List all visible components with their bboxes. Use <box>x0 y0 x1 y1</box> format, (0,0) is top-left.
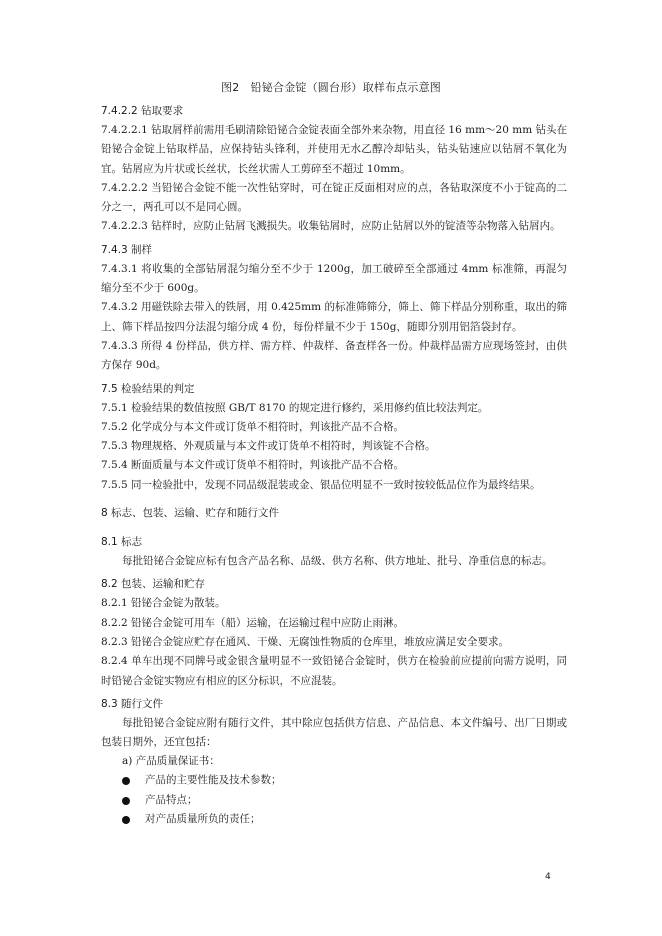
paragraph-8-2-2: 8.2.2 铅铋合金锭可用车（船）运输，在运输过程中应防止雨淋。 <box>101 616 405 629</box>
bullet-icon <box>122 777 130 785</box>
paragraph-7-4-2-2-1: 7.4.2.2.1 钻取屑样前需用毛刷清除铅铋合金锭表面全部外来杂物，用直径 16 mm～20 mm 钻头在铅铋合金锭上钻取样品，应保持钻头锋利，并使用无水乙醇冷却钻头，钻头钻速应以钻屑不氧化为宜。钻屑应为片状或长丝状，长丝状需人工剪碎至不超过 10mm。 <box>101 124 567 175</box>
bullet-text: 产品的主要性能及技术参数； <box>145 774 282 787</box>
bullet-icon <box>122 816 130 824</box>
list-item-a: a) 产品质量保证书： <box>122 755 220 768</box>
bullet-item <box>101 810 567 830</box>
paragraph-7-4-2-2-2: 7.4.2.2.2 当铅铋合金锭不能一次性钻穿时，可在锭正反面相对应的点，各钻取深度不小于锭高的二分之一，两孔可以不是同心圆。 <box>101 181 567 214</box>
paragraph-8-2-3: 8.2.3 铅铋合金锭应贮存在通风、干燥、无腐蚀性物质的仓库里，堆放应满足安全要求。 <box>101 635 510 648</box>
bullet-item <box>101 791 567 811</box>
paragraph-7-4-3-2: 7.4.3.2 用磁铁除去带入的铁屑，用 0.425mm 的标准筛筛分，筛上、筛下样品分别称重，取出的筛上、筛下样品按四分法混匀缩分成 4 份，每份样量不少于 150g，随即分别用铝箔袋封存。 <box>101 301 567 333</box>
bullet-icon <box>122 797 130 805</box>
section-heading-8-1: 8.1 标志 <box>101 536 143 549</box>
paragraph-8-2-4: 8.2.4 单车出现不同牌号或金银含量明显不一致铅铋合金锭时，供方在检验前应提前向需方说明，同时铅铋合金锭实物应有相应的区分标识，不应混装。 <box>101 655 567 687</box>
paragraph-7-5-2: 7.5.2 化学成分与本文件或订货单不相符时，判该批产品不合格。 <box>101 420 405 433</box>
paragraph-8-2-1: 8.2.1 铅铋合金锭为散装。 <box>101 597 226 610</box>
paragraph-8-3: 每批铅铋合金锭应附有随行文件，其中除应包括供方信息、产品信息、本文件编号、出厂日期或包装日期外，还宜包括： <box>101 716 567 749</box>
page-number: 4 <box>545 872 551 882</box>
figure-caption: 图2 铅铋合金锭（圆台形）取样布点示意图 <box>221 81 441 94</box>
bullet-text: 对产品质量所负的责任； <box>145 813 261 826</box>
section-heading-7-5: 7.5 检验结果的判定 <box>101 382 195 395</box>
bullet-text: 产品特点； <box>145 793 198 806</box>
bullet-item <box>101 771 567 791</box>
section-heading-7-4-2-2: 7.4.2.2 钻取要求 <box>101 105 184 117</box>
bullet-list <box>101 771 567 830</box>
paragraph-8-1: 每批铅铋合金锭应标有包含产品名称、品级、供方名称、供方地址、批号、净重信息的标志。 <box>122 555 553 568</box>
document-body <box>101 101 567 830</box>
section-heading-8-2: 8.2 包装、运输和贮存 <box>101 578 206 591</box>
paragraph-7-5-4: 7.5.4 断面质量与本文件或订货单不相符时，判该批产品不合格。 <box>101 459 405 472</box>
section-heading-7-4-3: 7.4.3 制样 <box>101 243 153 256</box>
paragraph-7-5-3: 7.5.3 物理规格、外观质量与本文件或订货单不相符时，判该锭不合格。 <box>101 440 436 453</box>
section-heading-8: 8 标志、包装、运输、贮存和随行文件 <box>101 507 280 520</box>
paragraph-7-5-1: 7.5.1 检验结果的数值按照 GB/T 8170 的规定进行修约，采用修约值比较法判定。 <box>101 401 489 414</box>
paragraph-7-4-2-2-3: 7.4.2.2.3 钻样时，应防止钻屑飞溅损失。收集钻屑时，应防止钻屑以外的锭渣等杂物落入钻屑内。 <box>101 220 561 233</box>
section-heading-8-3: 8.3 随行文件 <box>101 697 164 710</box>
paragraph-7-4-3-1: 7.4.3.1 将收集的全部钻屑混匀缩分至不少于 1200g，加工破碎至全部通过 4mm 标准筛，再混匀缩分至不少于 600g。 <box>101 262 567 295</box>
paragraph-7-5-5: 7.5.5 同一检验批中，发现不同品级混装或金、银品位明显不一致时按较低品位作为最终结果。 <box>101 478 541 491</box>
paragraph-7-4-3-3: 7.4.3.3 所得 4 份样品，供方样、需方样、仲裁样、备查样各一份。仲裁样品需方应现场签封，由供方保存 90d。 <box>101 339 567 372</box>
